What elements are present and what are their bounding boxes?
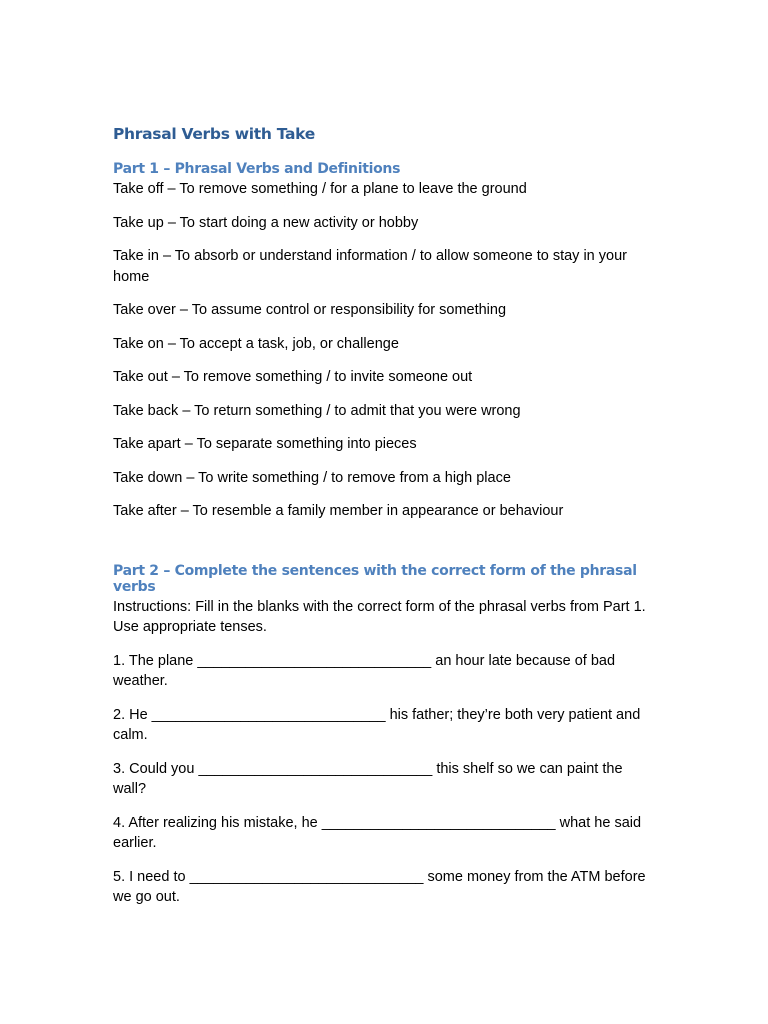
definition-item: Take back – To return something / to admit that you were wrong: [113, 402, 521, 419]
definition-item: Take after – To resemble a family member in appearance or behaviour: [113, 503, 564, 519]
definition-item: Take in – To absorb or understand information / to allow someone to stay in your home: [113, 248, 627, 285]
part1-heading: Part 1 – Phrasal Verbs and Definitions: [113, 161, 401, 177]
section-spacer: [113, 535, 658, 563]
exercise-sentence: 2. He _____________________________ his father; they’re both very patient and calm.: [113, 706, 641, 743]
definition-item: Take out – To remove something / to invite someone out: [113, 369, 473, 385]
definition-list: [113, 179, 658, 522]
exercise-sentence: 5. I need to _____________________________ some money from the ATM before we go out.: [113, 868, 646, 905]
definition-item: Take on – To accept a task, job, or challenge: [113, 335, 399, 352]
document-title: Phrasal Verbs with Take: [113, 125, 315, 143]
definition-item: Take down – To write something / to remove from a high place: [113, 469, 511, 486]
instructions-text: Instructions: Fill in the blanks with the correct form of the phrasal verbs from Part 1. Use appropriate tenses.: [113, 598, 646, 635]
document-body: [113, 125, 658, 921]
part2-heading: Part 2 – Complete the sentences with the correct form of the phrasal verbs: [113, 562, 637, 595]
definition-item: Take over – To assume control or responsibility for something: [113, 302, 507, 318]
definition-item: Take up – To start doing a new activity or hobby: [113, 214, 419, 231]
exercise-sentence: 1. The plane _____________________________ an hour late because of bad weather.: [113, 652, 616, 689]
definition-item: Take off – To remove something / for a plane to leave the ground: [113, 181, 527, 197]
exercise-sentence: 3. Could you _____________________________ this shelf so we can paint the wall?: [113, 760, 623, 797]
exercise-list: [113, 651, 658, 908]
definition-item: Take apart – To separate something into pieces: [113, 436, 417, 452]
exercise-sentence: 4. After realizing his mistake, he _____________________________ what he said earlier.: [113, 814, 642, 851]
